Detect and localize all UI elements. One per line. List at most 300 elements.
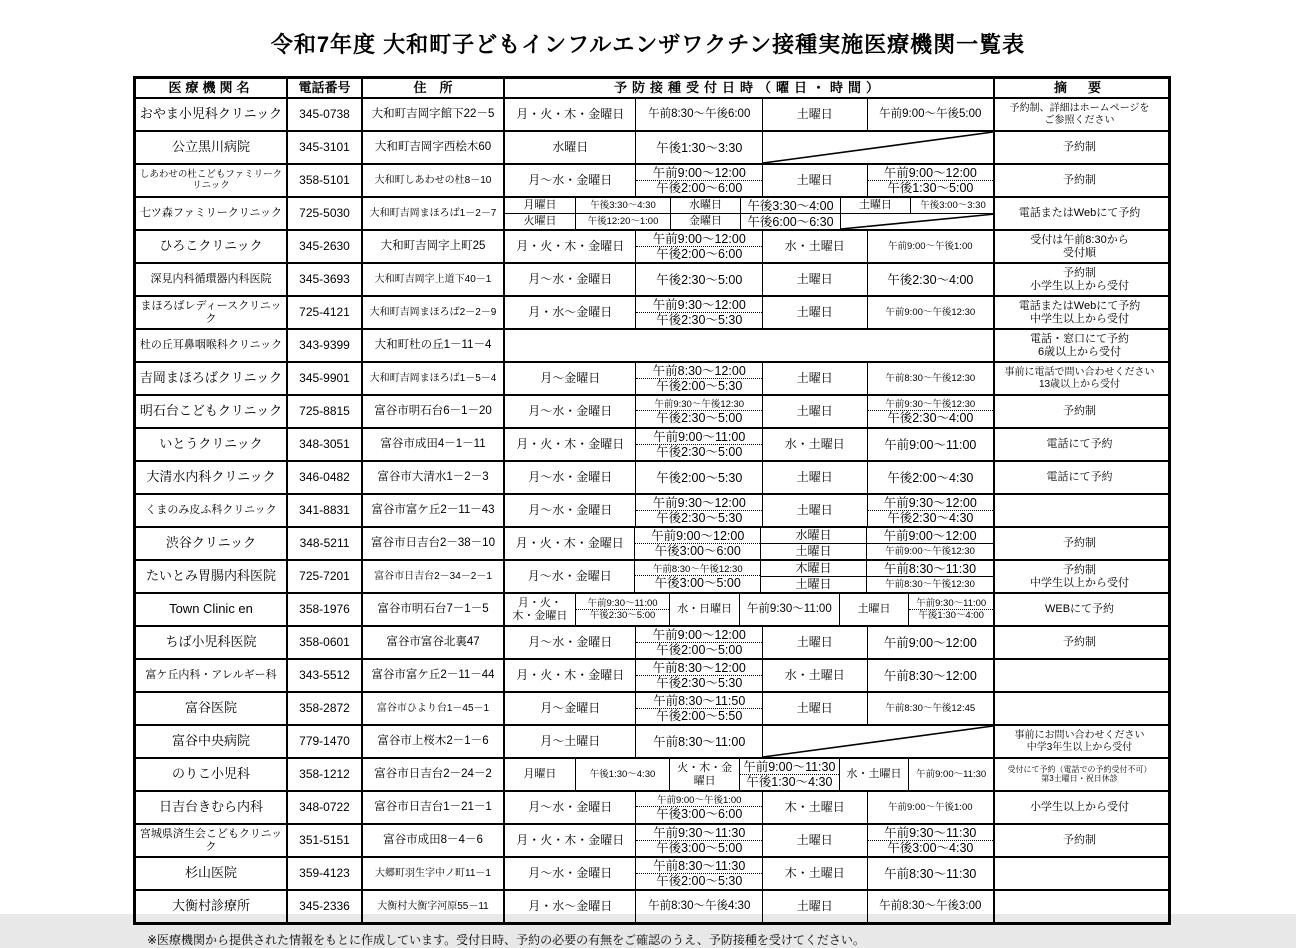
day-cell: 土曜日 [762, 165, 867, 196]
time-cell [867, 627, 993, 658]
time-stack [636, 471, 761, 485]
time-stack [636, 166, 761, 195]
time-stack [636, 399, 761, 425]
address-cell: 大衡村大衡字河原55－11 [361, 891, 503, 922]
schedule-cell [503, 231, 993, 262]
header-remark: 摘 要 [993, 79, 1164, 97]
schedule-subrow [505, 213, 995, 229]
time-text: 午前9:30～11:00 [587, 598, 658, 609]
schedule-cell [503, 693, 993, 724]
time-stack [868, 166, 993, 195]
remark-text: 予約制 [1063, 636, 1096, 649]
time-stack [868, 703, 993, 714]
time-cell [635, 429, 761, 460]
time-text: 午前8:30～午後6:00 [648, 108, 751, 120]
remark-cell [993, 132, 1164, 163]
time-cell [635, 726, 761, 757]
clinic-name-cell: 宮城県済生会こどもクリニック [139, 828, 283, 853]
remark-cell [993, 759, 1164, 790]
time-text: 午前9:30～午後12:30 [654, 398, 745, 410]
phone-cell: 358-0601 [286, 627, 361, 658]
table-row [136, 328, 1168, 361]
table-header-row [136, 79, 1168, 99]
schedule-subrow [761, 561, 993, 576]
time-cell [908, 759, 993, 790]
time-text: 午後2:30～4:00 [868, 410, 993, 425]
phone-cell: 779-1470 [286, 726, 361, 757]
clinic-name-cell: 公立黒川病院 [171, 139, 250, 155]
diagonal-slash [763, 726, 993, 757]
day-cell: 土曜日 [762, 825, 867, 856]
time-stack [576, 216, 670, 227]
time-cell [866, 561, 993, 576]
schedule-cell [503, 627, 993, 658]
time-text: 午前8:30～午後12:30 [885, 373, 976, 384]
table-row [136, 658, 1168, 691]
remark-cell [993, 264, 1164, 295]
time-stack [576, 769, 670, 780]
clinic-table [133, 76, 1171, 925]
day-cell: 月～水・金曜日 [528, 469, 613, 484]
time-cell [575, 594, 670, 625]
day-cell: 土曜日 [762, 891, 867, 922]
day-cell: 木・土曜日 [762, 792, 867, 823]
time-cell [634, 561, 760, 592]
time-stack [636, 232, 761, 261]
time-text: 午前9:00～午後5:00 [879, 108, 982, 120]
time-cell [908, 594, 993, 625]
phone-cell: 725-4121 [286, 297, 361, 328]
clinic-name-cell: 大衡村診療所 [171, 898, 250, 914]
time-text: 午前9:00～11:00 [653, 430, 746, 444]
day-cell: 木曜日 [795, 560, 832, 575]
address-cell: 富谷市富谷北裏47 [361, 627, 503, 658]
time-cell [635, 825, 761, 856]
time-text: 午前8:30～12:00 [652, 364, 746, 378]
day-cell: 水曜日 [552, 139, 589, 154]
day-cell: 月・火・木・金曜日 [512, 597, 568, 622]
day-cell: 水曜日 [670, 198, 740, 213]
address-cell: 富谷市大清水1－2－3 [361, 462, 503, 493]
remark-cell [993, 495, 1164, 526]
schedule-area [505, 792, 993, 823]
schedule-area [505, 858, 993, 889]
remark-text: 事前にお問い合わせください 中学3年生以上から受付 [1014, 730, 1145, 753]
time-stack [576, 200, 670, 211]
table-row [136, 823, 1168, 856]
time-text: 午後3:00～5:00 [635, 575, 760, 590]
time-stack [867, 579, 993, 590]
address-cell: 富谷市日吉台2－34－2－1 [361, 561, 503, 592]
time-text: 午前8:30～午後12:30 [885, 579, 975, 590]
table-row [136, 526, 1168, 559]
time-stack [740, 603, 839, 616]
time-text: 午後1:30～4:30 [740, 774, 839, 789]
time-text: 午前8:30～午後12:30 [652, 563, 743, 575]
time-stack [635, 564, 760, 590]
phone-cell: 725-8815 [286, 396, 361, 427]
time-text: 午後1:30～3:30 [656, 140, 743, 155]
day-cell: 土曜日 [762, 363, 867, 394]
clinic-name-cell: ひろこクリニック [159, 238, 263, 254]
table-row [136, 460, 1168, 493]
phone-cell: 345-3101 [286, 132, 361, 163]
time-cell [866, 528, 993, 543]
time-cell [867, 660, 993, 691]
table-row [136, 724, 1168, 757]
time-stack [740, 760, 839, 789]
time-stack [909, 598, 993, 621]
time-text: 午前8:30～11:30 [653, 859, 746, 873]
phone-cell: 343-9399 [286, 330, 361, 361]
table-row [136, 130, 1168, 163]
phone-cell: 358-2872 [286, 693, 361, 724]
time-text: 午後3:00～6:00 [635, 543, 760, 558]
time-cell [739, 594, 839, 625]
table-row [136, 394, 1168, 427]
time-cell [575, 214, 670, 229]
schedule-subrow [761, 576, 993, 592]
table-row [136, 625, 1168, 658]
clinic-name-cell: しあわせの杜こどもファミリークリニック [139, 168, 283, 191]
remark-text: 事前に電話で問い合わせください 13歳以上から受付 [1004, 367, 1155, 390]
phone-cell: 358-5101 [286, 165, 361, 196]
phone-cell: 359-4123 [286, 858, 361, 889]
remark-text: 受付にて予約（電話での予約受付不可） 第3土曜日・祝日休診 [1007, 764, 1152, 783]
time-cell [635, 792, 761, 823]
time-stack [868, 802, 993, 813]
day-cell: 土曜日 [762, 462, 867, 493]
phone-cell: 725-5030 [286, 198, 361, 229]
table-row [136, 691, 1168, 724]
time-cell [740, 198, 840, 213]
schedule-cell [503, 363, 993, 394]
time-text: 午後2:30～5:00 [636, 410, 761, 425]
day-cell: 月～金曜日 [540, 370, 601, 385]
time-stack [868, 399, 993, 425]
empty-schedule [505, 330, 993, 361]
time-stack [868, 108, 993, 121]
time-stack [867, 546, 993, 557]
time-stack [636, 661, 761, 690]
time-text: 午前9:00～11:30 [916, 769, 987, 780]
time-text: 午後2:00～5:00 [636, 642, 761, 657]
time-text: 午前9:00～12:00 [652, 232, 746, 246]
table-row [136, 856, 1168, 889]
table-row [136, 163, 1168, 196]
time-stack [636, 364, 761, 393]
schedule-area [505, 660, 993, 691]
time-cell [635, 693, 761, 724]
address-cell: 大郷町羽生字中ノ町11－1 [361, 858, 503, 889]
phone-cell: 348-3051 [286, 429, 361, 460]
footer-note: ※医療機関から提供された情報をもとに作成しています。受付日時、予約の必要の有無をご確認のうえ、予防接種を受けてください。 [147, 933, 865, 947]
time-cell [867, 792, 993, 823]
day-cell: 月～金曜日 [540, 700, 601, 715]
address-cell: 大和町吉岡字西桧木60 [361, 132, 503, 163]
day-cell: 月・火・木・金曜日 [516, 436, 625, 451]
time-cell [635, 231, 761, 262]
table-row [136, 427, 1168, 460]
schedule-area [505, 726, 993, 757]
clinic-name-cell: Town Clinic en [169, 601, 253, 617]
phone-cell: 358-1976 [286, 594, 361, 625]
time-stack [868, 307, 993, 318]
time-stack [868, 273, 993, 287]
day-cell: 月～水・金曜日 [528, 865, 613, 880]
day-cell: 月～水・金曜日 [528, 403, 613, 418]
clinic-name-cell: 渋谷クリニック [165, 535, 257, 551]
day-cell: 月～水・金曜日 [528, 502, 613, 517]
time-text: 午前9:00～午後1:00 [888, 802, 973, 813]
schedule-area [505, 561, 993, 592]
remark-cell [993, 594, 1164, 625]
time-cell [575, 198, 670, 213]
time-cell [635, 858, 761, 889]
table-row [136, 295, 1168, 328]
time-stack [636, 735, 761, 749]
remark-text: 受付は午前8:30から 受付順 [1030, 234, 1129, 259]
time-text: 午後2:30～5:00 [576, 609, 670, 621]
closed-cell [762, 726, 993, 757]
clinic-name-cell: 富谷中央病院 [171, 733, 250, 749]
address-cell: 富谷市明石台6－1－20 [361, 396, 503, 427]
schedule-cell [503, 825, 993, 856]
clinic-name-cell: まほろばレディースクリニック [140, 300, 282, 325]
address-cell: 富谷市明石台7－1－5 [361, 594, 503, 625]
clinic-name-cell: 七ツ森ファミリークリニック [139, 207, 283, 220]
address-cell: 富谷市上桜木2－1－6 [361, 726, 503, 757]
time-cell [867, 825, 993, 856]
remark-cell [993, 165, 1164, 196]
time-text: 午前9:30～11:30 [884, 826, 977, 840]
schedule-area [505, 528, 993, 559]
schedule-area [505, 759, 993, 790]
phone-cell: 346-0482 [286, 462, 361, 493]
time-text: 午前8:30～12:00 [652, 661, 746, 675]
time-cell [867, 396, 993, 427]
schedule-area [505, 132, 993, 163]
schedule-subrow [761, 543, 993, 559]
day-cell: 火曜日 [523, 215, 557, 228]
time-text: 午後2:00～5:30 [656, 470, 743, 485]
remark-cell [993, 429, 1164, 460]
remark-cell [993, 462, 1164, 493]
remark-cell [993, 891, 1164, 922]
phone-cell: 358-1212 [286, 759, 361, 790]
phone-cell: 343-5512 [286, 660, 361, 691]
time-cell [867, 462, 993, 493]
time-cell [635, 462, 761, 493]
remark-text: 予約制 [1063, 537, 1096, 550]
schedule-cell [503, 660, 993, 691]
phone-cell: 345-9901 [286, 363, 361, 394]
address-cell: 大和町吉岡字上道下40－1 [361, 264, 503, 295]
schedule-area [505, 264, 993, 295]
clinic-name-cell: 富ケ丘内科・アレルギー科 [145, 669, 277, 682]
time-stack [868, 636, 993, 650]
time-text: 午後2:30～5:00 [656, 272, 743, 287]
clinic-name-cell: 日吉台きむら内科 [158, 799, 263, 815]
schedule-cell [503, 297, 993, 328]
schedule-area [505, 231, 993, 262]
schedule-cell [503, 396, 993, 427]
address-cell: 富谷市富ケ丘2－11－44 [361, 660, 503, 691]
time-text: 午前9:00～午後12:30 [885, 546, 975, 557]
time-text: 午後3:30～4:00 [747, 198, 834, 213]
day-cell: 月・火・木・金曜日 [516, 667, 625, 682]
table-row [136, 559, 1168, 592]
remark-text: 予約制 中学生以上から受付 [1030, 564, 1129, 589]
remark-text: 予約制 [1063, 141, 1096, 154]
clinic-name-cell: おやま小児科クリニック [139, 106, 283, 122]
time-text: 午後2:00～5:30 [636, 378, 761, 393]
schedule-area [505, 396, 993, 427]
clinic-name-cell: くまのみ皮ふ科クリニック [145, 504, 277, 517]
schedule-cell [503, 99, 993, 130]
time-text: 午前9:00～12:00 [652, 166, 746, 180]
day-cell: 土曜日 [762, 264, 867, 295]
time-stack [868, 241, 993, 252]
day-cell: 月～水・金曜日 [528, 271, 613, 286]
time-stack [636, 900, 761, 913]
schedule-cell [503, 462, 993, 493]
time-text: 午後2:30～4:00 [887, 272, 974, 287]
time-text: 午後2:30～5:00 [636, 444, 761, 459]
day-cell: 月曜日 [523, 768, 557, 781]
time-text: 午前9:30～12:00 [883, 496, 977, 510]
time-stack [636, 298, 761, 327]
schedule-cell [503, 528, 993, 559]
time-cell [739, 759, 839, 790]
day-cell: 水曜日 [795, 527, 832, 542]
schedule-cell [503, 759, 993, 790]
clinic-name-cell: いとうクリニック [159, 436, 263, 452]
time-text: 午後2:30～4:30 [868, 510, 993, 525]
remark-text: 予約制 [1063, 834, 1096, 847]
schedule-area [505, 297, 993, 328]
remark-text: 予約制 [1063, 405, 1096, 418]
remark-cell [993, 297, 1164, 328]
day-cell: 月・水～金曜日 [528, 304, 613, 319]
time-stack [636, 795, 761, 821]
phone-cell: 345-2630 [286, 231, 361, 262]
clinic-name-cell: 富谷医院 [184, 700, 237, 716]
time-stack [576, 598, 670, 621]
time-text: 午前9:00～12:00 [883, 166, 977, 180]
address-cell: 富谷市日吉台2－24－2 [361, 759, 503, 790]
table-row [136, 790, 1168, 823]
schedule-area [505, 99, 993, 130]
remark-text: 予約制 小学生以上から受付 [1030, 267, 1129, 292]
phone-cell: 345-2336 [286, 891, 361, 922]
remark-cell [993, 825, 1164, 856]
day-cell: 土曜日 [839, 594, 909, 625]
day-cell: 土曜日 [762, 495, 867, 526]
time-stack [868, 669, 993, 683]
remark-cell [993, 726, 1164, 757]
address-cell: 富谷市富ケ丘2－11－43 [361, 495, 503, 526]
schedule-area [505, 495, 993, 526]
schedule-cell [503, 594, 993, 625]
schedule-area [505, 198, 993, 229]
time-text: 午前9:00～11:30 [743, 760, 836, 774]
time-cell [634, 528, 760, 559]
time-text: 午後2:00～4:30 [887, 470, 974, 485]
time-text: 午前8:30～12:00 [883, 668, 977, 683]
time-cell [740, 214, 840, 229]
day-cell: 火・木・金曜日 [669, 759, 739, 790]
table-row [136, 757, 1168, 790]
time-cell [867, 429, 993, 460]
time-cell [867, 495, 993, 526]
clinic-name-cell: 吉岡まほろばクリニック [139, 370, 283, 386]
time-stack [636, 108, 761, 121]
time-text: 午後1:30～5:00 [868, 180, 993, 195]
day-cell: 月～水・金曜日 [528, 799, 613, 814]
time-text: 午前9:00～12:00 [651, 529, 745, 543]
time-text: 午前8:30～午後12:45 [885, 703, 976, 714]
schedule-area [505, 825, 993, 856]
schedule-grid [505, 198, 995, 229]
time-text: 午前9:30～12:00 [652, 496, 746, 510]
remark-text: 電話またはWebにて予約 [1018, 207, 1141, 220]
diagonal-slash [763, 132, 993, 163]
day-cell: 月曜日 [523, 199, 557, 212]
time-stack [636, 628, 761, 657]
remark-cell [993, 198, 1164, 229]
time-cell [635, 495, 761, 526]
address-cell: 富谷市成田4－1－11 [361, 429, 503, 460]
schedule-area [505, 693, 993, 724]
day-cell: 土曜日 [762, 396, 867, 427]
time-cell [635, 891, 761, 922]
remark-text: 電話またはWebにて予約 中学生以上から受付 [1018, 300, 1141, 325]
schedule-area [505, 165, 993, 196]
time-text: 午後2:00～5:50 [636, 708, 761, 723]
time-cell [635, 264, 761, 295]
day-cell: 月～土曜日 [540, 733, 601, 748]
day-cell: 月・火・木・金曜日 [515, 535, 624, 550]
time-text: 午後3:00～3:30 [920, 200, 986, 211]
time-text: 午前8:30～11:00 [653, 734, 746, 749]
time-stack [636, 496, 761, 525]
remark-cell [993, 528, 1164, 559]
time-stack [636, 430, 761, 459]
schedule-cell [503, 726, 993, 757]
schedule-cell [503, 792, 993, 823]
time-text: 午前9:00～12:00 [883, 528, 977, 543]
time-text: 午後2:30～5:30 [636, 312, 761, 327]
day-cell: 金曜日 [670, 214, 740, 229]
time-text: 午前9:00～11:00 [884, 437, 977, 452]
table-row [136, 99, 1168, 130]
remark-cell [993, 792, 1164, 823]
remark-cell [993, 231, 1164, 262]
time-stack [636, 859, 761, 888]
clinic-name-cell: 深見内科循環器内科医院 [150, 273, 272, 286]
address-cell: 大和町吉岡まほろば1－5－4 [361, 363, 503, 394]
phone-cell: 348-5211 [286, 528, 361, 559]
time-stack [868, 900, 993, 913]
remark-cell [993, 396, 1164, 427]
time-text: 午前9:30～12:00 [652, 298, 746, 312]
time-stack [636, 826, 761, 855]
schedule-cell [503, 264, 993, 295]
remark-cell [993, 627, 1164, 658]
time-stack [867, 562, 993, 576]
time-text: 午前9:30～11:00 [746, 603, 832, 615]
